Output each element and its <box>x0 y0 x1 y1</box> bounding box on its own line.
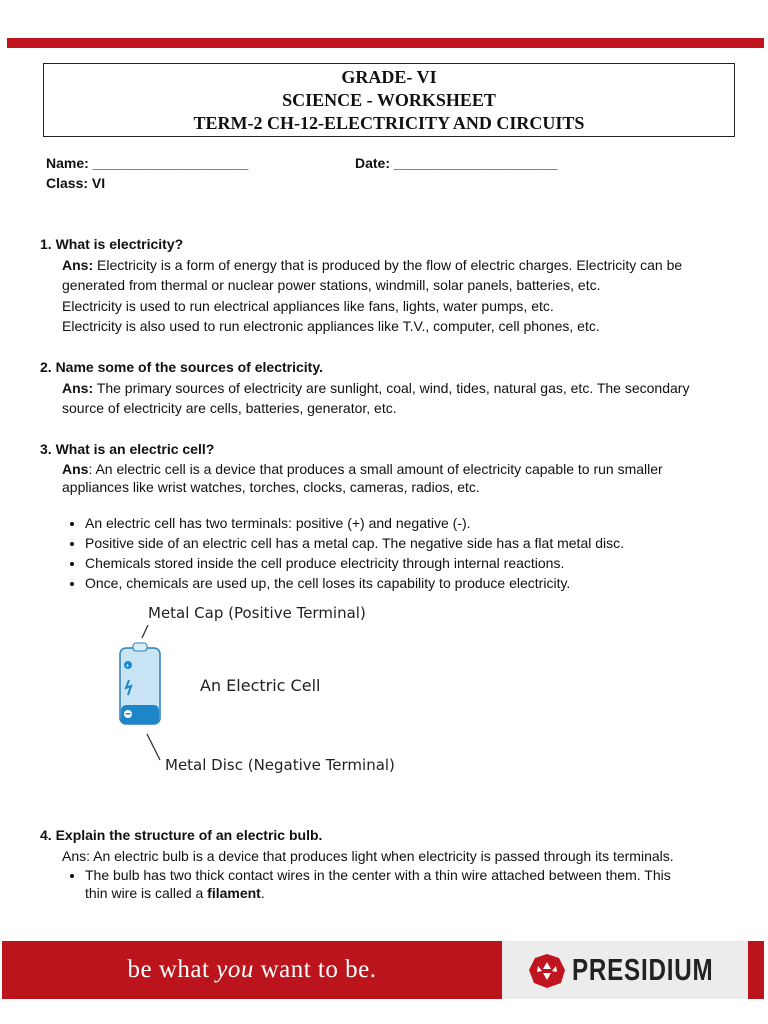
footer-red-edge <box>748 941 764 999</box>
footer-banner <box>2 941 764 999</box>
slogan: be what you want to be. <box>2 941 502 999</box>
list-item: • Chemicals stored inside the cell produce electricity through internal reactions. <box>85 553 760 573</box>
top-banner-bar <box>7 38 764 48</box>
question-3: 3. What is an electric cell? Ans: An electric cell is a device that produces a small amount of electricity capable to run smaller appliances like wrist watches, torches, clocks, cameras, radios, etc. • An electric cell has two terminals: positive (+) and negative (-). • Positive side of an electric cell has a metal cap. The negative side has a flat metal disc. • Chemicals stored inside the cell produce electricity through internal reactions. • Once, chemicals are used up, the cell loses its capability to produce electricity. <box>40 439 760 593</box>
list-item: • The bulb has two thick contact wires in the center with a thin wire attached between them. This thin wire is called a filament. <box>85 866 760 902</box>
bulb-facts-list <box>40 866 760 902</box>
battery-icon <box>90 600 200 765</box>
question-1: 1. What is electricity? Ans: Electricity is a form of energy that is produced by the flow of electric charges. Electricity can be generated from thermal or nuclear power stations, windmill, solar panels, batteries, etc. Electricity is used to run electrical appliances like fans, lights, water pumps, etc. Electricity is also used to run electronic appliances like T.V., computer, cell phones, etc. <box>40 236 683 334</box>
brand-name: PRESIDIUM <box>572 952 714 987</box>
question-4: 4. Explain the structure of an electric bulb. Ans: An electric bulb is a device that produces light when electricity is passed through its terminals. • The bulb has two thick contact wires in the center with a thin wire attached between them. This thin wire is called a filament. <box>40 825 760 902</box>
chapter-title: TERM-2 CH-12-ELECTRICITY AND CIRCUITS <box>193 113 585 133</box>
electric-cell-figure: Metal Cap (Positive Terminal) An Electric Cell Metal Disc (Negative Terminal) + <box>90 600 410 790</box>
list-item: • Once, chemicals are used up, the cell loses its capability to produce electricity. <box>85 573 760 593</box>
list-item: • Positive side of an electric cell has a metal cap. The negative side has a flat metal disc. <box>85 533 760 553</box>
name-field: Name: ____________________ <box>46 155 249 171</box>
svg-text:+: + <box>125 663 130 670</box>
brand-panel <box>502 941 748 999</box>
presidium-logo-icon <box>528 953 566 989</box>
grade-title: GRADE- VI <box>341 67 437 87</box>
cell-facts-list <box>40 513 760 593</box>
subject-title: SCIENCE - WORKSHEET <box>282 90 496 110</box>
title-box <box>43 63 735 137</box>
question-2: 2. Name some of the sources of electricity. Ans: The primary sources of electricity are sunlight, coal, wind, tides, natural gas, etc. The secondary source of electricity are cells, batteries, generator, etc. <box>40 359 690 416</box>
list-item: • An electric cell has two terminals: positive (+) and negative (-). <box>85 513 760 533</box>
class-field: Class: VI <box>46 175 106 191</box>
date-field: Date: _____________________ <box>355 155 558 171</box>
